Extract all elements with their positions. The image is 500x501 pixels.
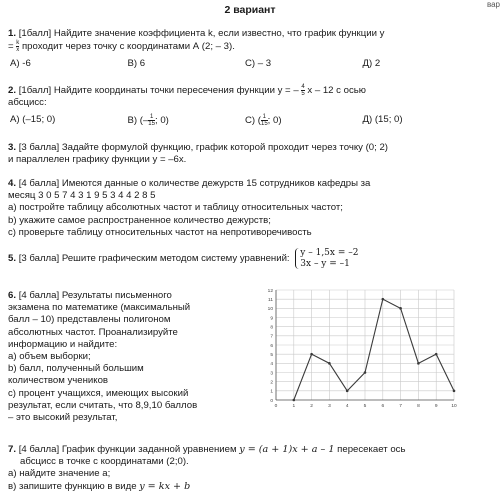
y-tick-label-6: 6 — [270, 343, 273, 349]
question-1-option-d: Д) 2 — [362, 58, 381, 69]
question-7-item-b-formula: y = kx + b — [139, 480, 191, 492]
question-6-line-0 — [8, 290, 253, 302]
question-1-frac-num: k — [16, 40, 20, 47]
question-2-text-b: х – 12 с осью — [307, 85, 366, 97]
question-5 — [8, 248, 494, 269]
question-7-points: [4 балла] — [18, 444, 60, 455]
question-1-frac-den: x — [16, 47, 20, 54]
question-2-option-b-post: ; 0) — [154, 115, 169, 127]
question-3-points: [3 балла] — [18, 142, 60, 153]
question-7 — [8, 444, 494, 493]
y-tick-label-1: 1 — [270, 389, 273, 395]
question-2-options — [10, 114, 480, 127]
question-4-line-1 — [8, 178, 494, 190]
question-2-option-c — [245, 114, 363, 127]
question-2-option-b — [128, 114, 246, 127]
chart-y-tick-labels — [268, 288, 274, 404]
y-tick-label-2: 2 — [270, 380, 273, 386]
question-6-points: [4 балла] — [18, 290, 60, 301]
x-tick-label-5: 5 — [363, 404, 367, 409]
equation-1: y – 1,5x = –2 — [300, 248, 359, 258]
question-2-option-d: Д) (15; 0) — [362, 114, 403, 125]
question-2-text-c: абсцисс: — [8, 97, 47, 109]
y-tick-label-4: 4 — [270, 362, 273, 368]
question-6-line-6: b) балл, полученный большим — [8, 363, 144, 375]
question-2-fraction — [301, 84, 304, 97]
series-line — [294, 299, 454, 400]
question-2-option-b-fraction — [148, 114, 155, 127]
y-tick-label-11: 11 — [268, 297, 273, 303]
y-tick-label-12: 12 — [267, 288, 273, 294]
data-point-1 — [293, 399, 296, 402]
question-6-line-5: а) объем выборки; — [8, 351, 91, 363]
question-7-line-1 — [8, 444, 494, 456]
data-point-6 — [382, 298, 385, 301]
question-2-frac-num: 4 — [301, 84, 305, 90]
question-2-option-b-pre: В) (– — [127, 115, 149, 127]
question-4-number: 4. — [8, 178, 17, 189]
x-tick-label-0: 0 — [274, 404, 278, 409]
question-1-line-2 — [8, 40, 494, 53]
data-point-9 — [435, 353, 438, 356]
question-7-text-c: абсцисс в точке с координатами (2;0). — [20, 456, 189, 468]
frequency-polygon-chart — [262, 284, 462, 412]
question-7-text-b: пересекает ось — [337, 444, 406, 455]
question-7-number: 7. — [8, 444, 17, 455]
question-2-option-a: А) (–15; 0) — [10, 114, 56, 125]
x-tick-label-1: 1 — [292, 404, 296, 409]
y-tick-label-0: 0 — [270, 398, 273, 404]
question-2-option-c-den: 15 — [260, 121, 268, 127]
question-3-line-1 — [8, 142, 494, 154]
question-5-text: Решите графическим методом систему уравнений: — [61, 253, 290, 265]
data-point-3 — [328, 362, 331, 365]
question-2-frac-den: 5 — [301, 91, 305, 97]
question-1-text-b: = — [8, 41, 17, 53]
question-6-line-8: с) процент учащихся, имеющих высокий — [8, 387, 189, 399]
question-4-item-a: а) постройте таблицу абсолютных частот и таблицу относительных частот; — [8, 202, 343, 214]
question-5-points: [3 балла] — [18, 253, 60, 265]
question-1-options — [10, 58, 480, 69]
question-3-text-a: Задайте формулой функцию, график которой проходит через точку (0; 2) — [61, 142, 388, 153]
question-6-line-1: экзамена по математике (максимальный — [8, 302, 191, 314]
y-tick-label-8: 8 — [270, 325, 273, 331]
question-6 — [8, 290, 253, 424]
question-2-option-c-post: ; 0) — [267, 115, 282, 127]
question-6-line-7: количеством учеников — [8, 375, 109, 387]
question-4-item-c: с) проверьте таблицу относительных частот на непротиворечивость — [8, 226, 312, 238]
question-2-option-c-fraction — [261, 114, 268, 127]
question-7-formula: y = (a + 1)x + a – 1 — [239, 444, 335, 455]
question-4 — [8, 178, 494, 239]
question-1-text-c: проходит через точку с координатами А (2; – 3). — [19, 41, 235, 53]
question-2-text-a: Найдите координаты точки пересечения функции у = – — [53, 85, 299, 97]
data-point-8 — [417, 362, 420, 365]
question-2-line-1 — [8, 84, 494, 97]
question-2-points: [1балл] — [18, 85, 52, 97]
x-tick-label-9: 9 — [434, 404, 438, 409]
data-point-2 — [310, 353, 313, 356]
question-7-text-a: График функции заданной уравнением — [61, 444, 237, 455]
chart-grid — [276, 290, 454, 400]
chart-series — [293, 298, 456, 401]
question-5-number: 5. — [8, 253, 17, 265]
question-1-option-a: А) -6 — [10, 58, 31, 69]
y-tick-label-9: 9 — [270, 316, 273, 322]
question-6-line-text-0: Результаты письменного — [61, 290, 172, 301]
data-point-4 — [346, 390, 349, 393]
question-3-text-b: и параллелен графику функции у = –6х. — [8, 154, 187, 166]
question-6-line-10: – это высокий результат, — [8, 412, 118, 424]
question-6-line-3: абсолютных частот. Проанализируйте — [8, 326, 178, 338]
x-tick-label-6: 6 — [381, 404, 385, 409]
question-3-number: 3. — [8, 142, 17, 153]
question-6-line-4: информацию и найдите: — [8, 338, 118, 350]
question-1-option-b: В) 6 — [127, 58, 146, 69]
y-tick-label-3: 3 — [270, 371, 273, 377]
question-2-option-b-den: 15 — [148, 121, 155, 127]
question-1-line-1 — [8, 28, 494, 40]
question-4-points: [4 балла] — [18, 178, 60, 189]
question-2 — [8, 84, 494, 109]
x-tick-label-8: 8 — [417, 404, 420, 409]
question-6-number: 6. — [8, 290, 17, 301]
question-2-number: 2. — [8, 85, 17, 97]
chart-x-tick-labels — [275, 403, 457, 409]
header-corner-fragment: вар — [486, 0, 500, 9]
x-tick-label-3: 3 — [328, 404, 331, 409]
question-1 — [8, 28, 494, 53]
question-1-number: 1. — [8, 28, 17, 39]
question-7-item-b-text: в) запишите функцию в виде — [8, 480, 140, 492]
x-tick-label-2: 2 — [310, 404, 313, 409]
page-title: 2 вариант — [224, 4, 276, 16]
question-4-data-line: месяц 3 0 5 7 4 3 1 9 5 3 4 4 2 8 5 — [8, 190, 156, 202]
y-tick-label-5: 5 — [270, 352, 273, 358]
question-2-option-c-pre: С) ( — [245, 115, 261, 127]
question-2-option-b-num: 1 — [149, 114, 154, 120]
x-tick-label-7: 7 — [399, 404, 402, 409]
question-7-item-a: а) найдите значение a; — [8, 468, 111, 480]
question-4-item-b: b) укажите самое распространенное количество дежурств; — [8, 214, 271, 226]
question-1-points: [1балл] — [18, 28, 52, 39]
x-tick-label-4: 4 — [345, 404, 349, 409]
y-tick-label-7: 7 — [270, 334, 273, 340]
data-point-10 — [453, 390, 456, 393]
data-point-5 — [364, 371, 367, 374]
question-1-option-c: С) – 3 — [245, 58, 272, 69]
question-7-item-b — [8, 481, 494, 493]
question-2-option-c-num: 1 — [262, 114, 266, 120]
question-6-line-9: результат, если считать, что 8,9,10 баллов — [8, 399, 198, 411]
question-1-text-a: Найдите значение коэффициента k, если известно, что график функции у — [53, 28, 385, 39]
y-tick-label-10: 10 — [267, 307, 273, 313]
x-tick-label-10: 10 — [451, 404, 457, 409]
question-3 — [8, 142, 494, 166]
equation-system — [295, 248, 358, 269]
equation-2: 3x – y = –1 — [300, 258, 350, 269]
question-6-line-2: балл – 10) представлены полигоном — [8, 314, 171, 326]
data-point-7 — [399, 307, 402, 310]
question-4-text-a: Имеются данные о количестве дежурств 15 сотрудников кафедры за — [61, 178, 371, 189]
